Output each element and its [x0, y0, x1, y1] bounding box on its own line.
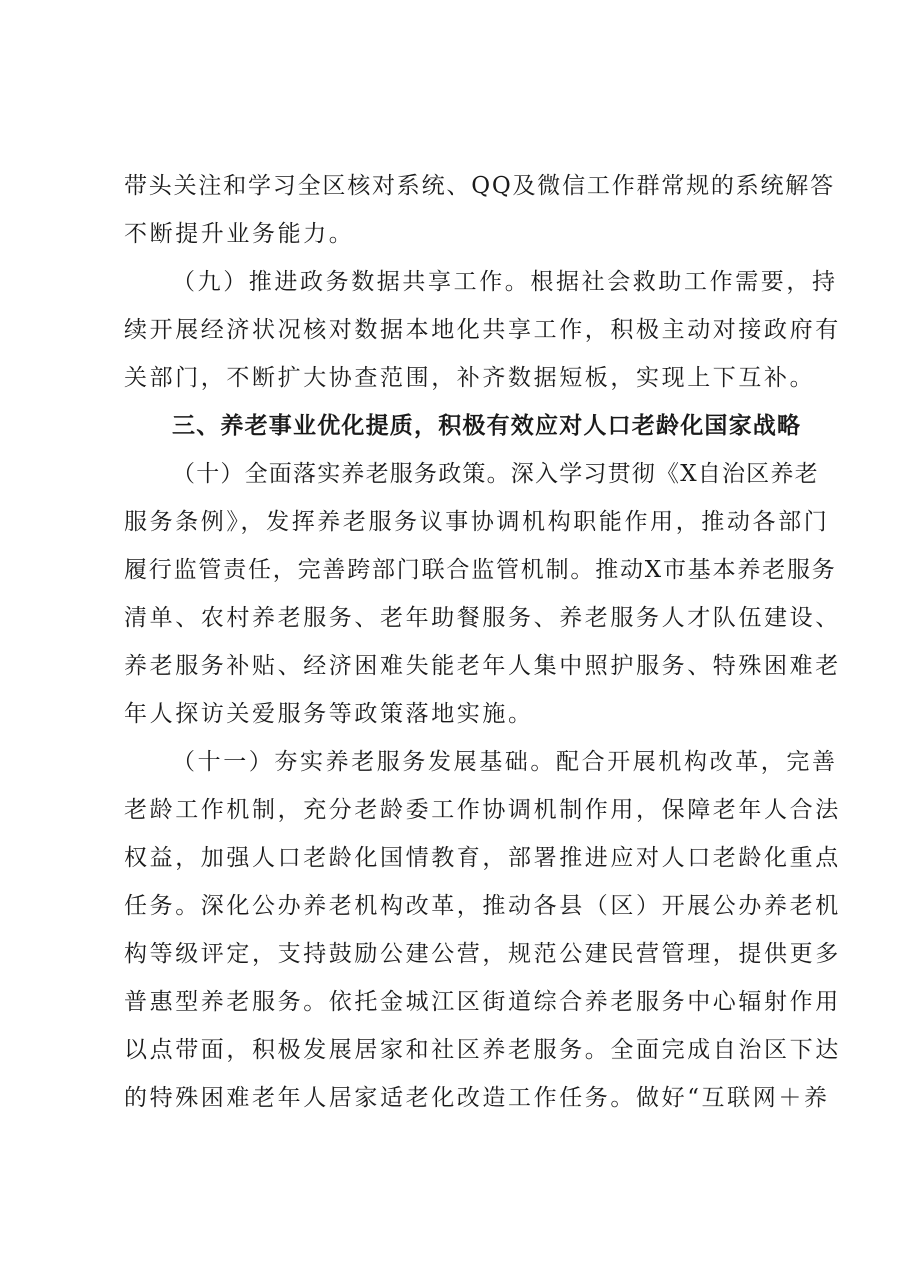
paragraph-line: （十）全面落实养老服务政策。深入学习贯彻《X自治区养老: [172, 461, 819, 487]
paragraph-line: 带头关注和学习全区核对系统、QQ及微信工作群常规的系统解答: [124, 173, 835, 199]
paragraph-line: 年人探访关爱服务等政策落地实施。: [124, 701, 534, 727]
section-heading: 三、养老事业优化提质，积极有效应对人口老龄化国家战略: [172, 413, 802, 439]
paragraph-line: 构等级评定，支持鼓励公建公营，规范公建民营管理，提供更多: [124, 941, 841, 967]
paragraph-line: 普惠型养老服务。依托金城江区街道综合养老服务中心辐射作用: [124, 989, 841, 1015]
paragraph-line: 的特殊困难老年人居家适老化改造工作任务。做好“互联网＋养: [124, 1085, 830, 1111]
paragraph-line: 以点带面，积极发展居家和社区养老服务。全面完成自治区下达: [124, 1037, 841, 1063]
paragraph-line: 关部门，不断扩大协查范围，补齐数据短板，实现上下互补。: [124, 365, 816, 391]
paragraph-line: （十一）夯实养老服务发展基础。配合开展机构改革，完善: [172, 749, 838, 775]
paragraph-line: 服务条例》，发挥养老服务议事协调机构职能作用，推动各部门: [124, 509, 830, 535]
paragraph-line: （九）推进政务数据共享工作。根据社会救助工作需要，持: [172, 269, 838, 295]
paragraph-line: 养老服务补贴、经济困难失能老年人集中照护服务、特殊困难老: [124, 653, 841, 679]
paragraph-line: 清单、农村养老服务、老年助餐服务、养老服务人才队伍建设、: [124, 605, 841, 631]
paragraph-line: 任务。深化公办养老机构改革，推动各县（区）开展公办养老机: [124, 893, 841, 919]
paragraph-line: 不断提升业务能力。: [124, 221, 355, 247]
paragraph-line: 续开展经济状况核对数据本地化共享工作，积极主动对接政府有: [124, 317, 841, 343]
document-body: [124, 162, 841, 1122]
paragraph-line: 权益，加强人口老龄化国情教育，部署推进应对人口老龄化重点: [124, 845, 841, 871]
paragraph-line: 老龄工作机制，充分老龄委工作协调机制作用，保障老年人合法: [124, 797, 841, 823]
paragraph-line: 履行监管责任，完善跨部门联合监管机制。推动X市基本养老服务: [124, 557, 837, 583]
